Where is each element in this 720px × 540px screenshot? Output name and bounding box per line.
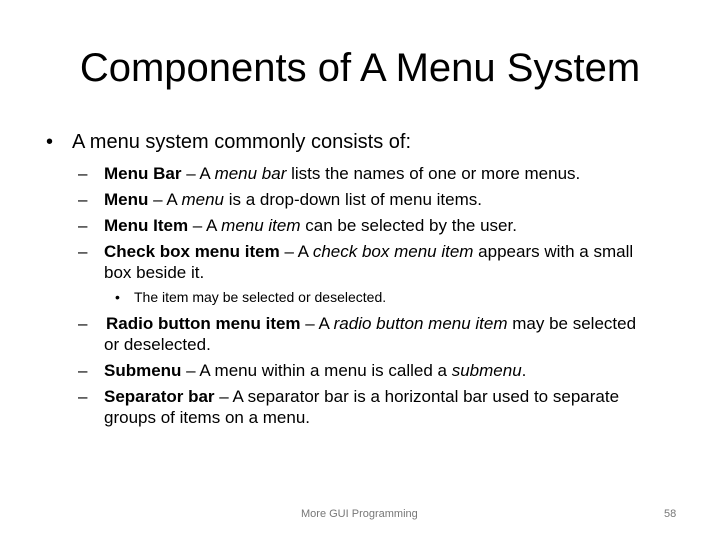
item-rest: lists the names of one or more menus. [286,164,581,183]
item-sep: – A [181,164,215,183]
list-item-separator-bar [104,386,619,408]
term-menu-item: Menu Item [104,216,189,235]
term-radio-button-menu-item: Radio button menu item [106,314,301,333]
term-check-box-menu-item: Check box menu item [104,242,280,261]
list-item-menu-bar [104,163,580,185]
item-sep: – A [148,190,182,209]
list-item-submenu [104,360,526,382]
bullet-marker: • [46,131,54,153]
item-italic: menu bar [214,164,287,183]
page-number: 58 [664,508,677,520]
dash-marker: – [78,216,88,235]
item-sep: – A separator bar is a horizontal bar used to separate [214,387,620,406]
list-item-continuation: groups of items on a menu. [104,408,311,427]
item-italic: menu item [221,216,301,235]
item-sep: – A [188,216,222,235]
item-italic: check box menu item [312,242,474,261]
dash-marker: – [78,361,88,380]
list-item-check-box-menu-item [104,241,633,263]
dash-marker: – [78,190,88,209]
term-separator-bar: Separator bar [104,387,215,406]
item-italic: menu [181,190,225,209]
item-rest: is a drop-down list of menu items. [224,190,482,209]
list-item-menu [104,189,482,211]
dash-marker: – [78,387,88,406]
list-item-continuation: or deselected. [104,335,211,354]
item-italic: submenu [451,361,522,380]
term-menu: Menu [104,190,149,209]
dash-marker: – [78,164,88,183]
dash-marker: – [78,314,88,333]
dash-marker: – [78,242,88,261]
sub-bullet-marker: • [115,289,120,305]
item-sep: – A [279,242,313,261]
footer-title: More GUI Programming [301,508,418,520]
term-menu-bar: Menu Bar [104,164,182,183]
term-submenu: Submenu [104,361,182,380]
list-item-menu-item [104,215,517,237]
item-italic: radio button menu item [333,314,508,333]
slide-title: Components of A Menu System [79,46,641,90]
list-item-radio-button-menu-item [106,313,636,335]
list-item-continuation: box beside it. [104,263,205,282]
item-rest: . [521,361,527,380]
sub-bullet-text: The item may be selected or deselected. [134,289,387,305]
item-rest: can be selected by the user. [300,216,517,235]
item-sep: – A [300,314,334,333]
item-rest: may be selected [507,314,637,333]
bullet-text: A menu system commonly consists of: [72,131,412,153]
item-sep: – A menu within a menu is called a [181,361,452,380]
item-rest: appears with a small [473,242,634,261]
